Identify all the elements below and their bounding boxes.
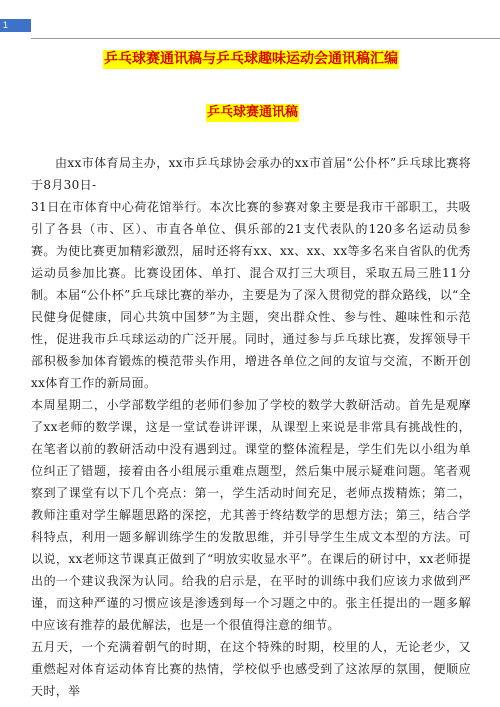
paragraph-intro: 由xx市体育局主办，xx市乒乓球协会承办的xx市首届“公仆杯”乒乓球比赛将于8月30日- [31, 156, 471, 192]
section-title: 乒乓球赛通讯稿 [207, 105, 299, 120]
header-divider [31, 38, 500, 39]
document-title: 乒乓球赛通讯稿与乒乓球趣味运动会通讯稿汇编 [104, 51, 398, 67]
paragraph-may: 五月天，一个充满着朝气的时期，在这个特殊的时期，校里的人，无论老少，又重燃起对体育运动体育比赛的热情，学校似乎也感受到了这浓厚的氛围，便顺应天时，举 [31, 640, 471, 698]
paragraph-competition: 31日在市体育中心荷花馆举行。本次比赛的参赛对象主要是我市干部职工，共吸引了各县（市、区）、市直各单位、俱乐部的21支代表队的120多名运动员参赛。为使比赛更加精彩激烈，届时还将有xx、xx、xx、xx等多名来自省队的优秀运动员参加比赛。比赛设团体、单打、混合双打三大项目，采取五局三胜11分制。本届“公仆杯”乒乓球比赛的举办，主要是为了深入贯彻党的群众路线，以“全民健身促健康，同心共筑中国梦”为主题，突出群众性、参与性、趣味性和示范性，促进我市乒乓球运动的广泛开展。同时，通过参与乒乓球比赛，发挥领导干部积极参加体育锻炼的模范带头作用，增进各单位之间的友谊与交流，不断开创xx体育工作的新局面。 [31, 200, 471, 390]
document-body [31, 152, 471, 702]
paragraph-teaching-research: 本周星期二，小学部数学组的老师们参加了学校的数学大教研活动。首先是观摩了xx老师的数学课，这是一堂试卷讲评课，从课型上来说是非常具有挑战性的，在笔者以前的教研活动中没有遇到过。课堂的整体流程是，学生们先以小组为单位纠正了错题，接着由各小组展示重难点题型，然后集中展示疑难问题。笔者观察到了课堂有以下几个亮点：第一，学生活动时间充足，老师点拨精炼；第二，教师注重对学生解题思路的深挖，尤其善于终结数学的思想方法；第三，结合学科特点，利用一题多解训练学生的发散思维，并引导学生生成文本型的方法。可以说，xx老师这节课真正做到了“明放实收显水平”。在课后的研讨中，xx老师提出的一个建议我深为认同。给我的启示是，在平时的训练中我们应该力求做到严谨，而这种严谨的习惯应该是渗透到每一个习题之中的。张主任提出的一题多解中应该有推荐的最优解法，也是一个很值得注意的细节。 [31, 398, 471, 632]
page-number-badge: 1 [0, 19, 31, 32]
